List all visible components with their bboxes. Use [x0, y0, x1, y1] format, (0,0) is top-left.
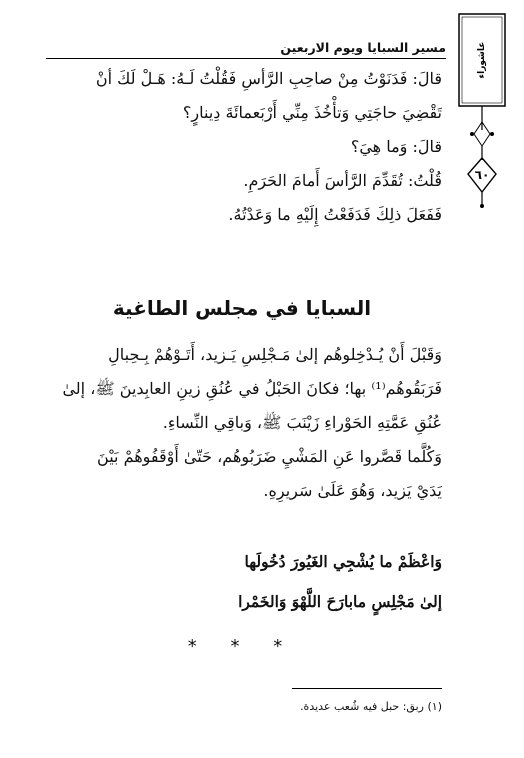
- paragraph-narration: [42, 62, 442, 232]
- section-heading: السبايا في مجلس الطاغية: [112, 296, 372, 320]
- side-ornament: [456, 10, 508, 210]
- paragraph-majlis: [42, 338, 442, 508]
- text-line: تَقْضِيَ حاجَتِي وَتأْخُذَ مِنِّي أَرْبَعمائَةَ دِينارٍ؟: [182, 103, 442, 122]
- footnote: (١) ربق: حبل فيه شُعب عديدة.: [300, 700, 442, 713]
- text-line: قُلْتُ: تُقَدِّمَ الرَّأسَ أَمامَ الحَرَمِ.: [243, 171, 442, 190]
- calligraphy-emblem: عاشوراء: [477, 41, 487, 79]
- poem-line-1: وَاعْظَمْ ما يُشْجِي الغَيُورَ دُخُولَها: [244, 552, 442, 571]
- text-line: يَدَيْ يَزيد، وَهُوَ عَلَىٰ سَريرِهِ.: [263, 481, 442, 500]
- footnote-divider: [292, 688, 442, 689]
- running-header: [46, 40, 446, 59]
- text-line: قالَ: وَما هِيَ؟: [350, 137, 442, 156]
- text-line: قالَ: فَدَنَوْتُ مِنْ صاحِبِ الرَّأسِ فَقُلْتُ لَـهُ: هَـلْ لَكَ أنْ: [95, 69, 442, 88]
- text-line: عُنُقِ عَمَّتِهِ الحَوْراءِ زَيْنَبَ ﷺ، وَباقِي النِّساءِ.: [162, 413, 442, 432]
- running-title: مسير السبايا ويوم الاربعين: [280, 40, 446, 55]
- text-line: فَرَبَقُوهُم⁽¹⁾ بها؛ فكانَ الحَبْلُ في عُنُقِ زينِ العابِدينَ ﷺ، إلىٰ: [62, 379, 442, 398]
- text-line: وَكُلَّما قَصَّروا عَنِ المَشْيِ ضَرَبُوهُم، حَتّىٰ أَوْقَفُوهُمْ بَيْنَ: [97, 447, 442, 466]
- poem-line-2: إلىٰ مَجْلِسٍ مابارَحَ اللَّهْوَ وَالخَمْرا: [238, 592, 442, 611]
- section-separator: * * *: [187, 636, 297, 657]
- text-line: وَقَبْلَ أَنْ يُـدْخِلوهُم إلىٰ مَـجْلِسِ يَـزيد، أَتَـوْهُمْ بِـحِبالِ: [108, 345, 442, 364]
- text-line: فَفَعَلَ ذلِكَ فَدَفَعْتُ إِلَيْهِ ما وَعَدْتُهُ.: [228, 205, 442, 224]
- page-number: ٦٠: [474, 168, 490, 182]
